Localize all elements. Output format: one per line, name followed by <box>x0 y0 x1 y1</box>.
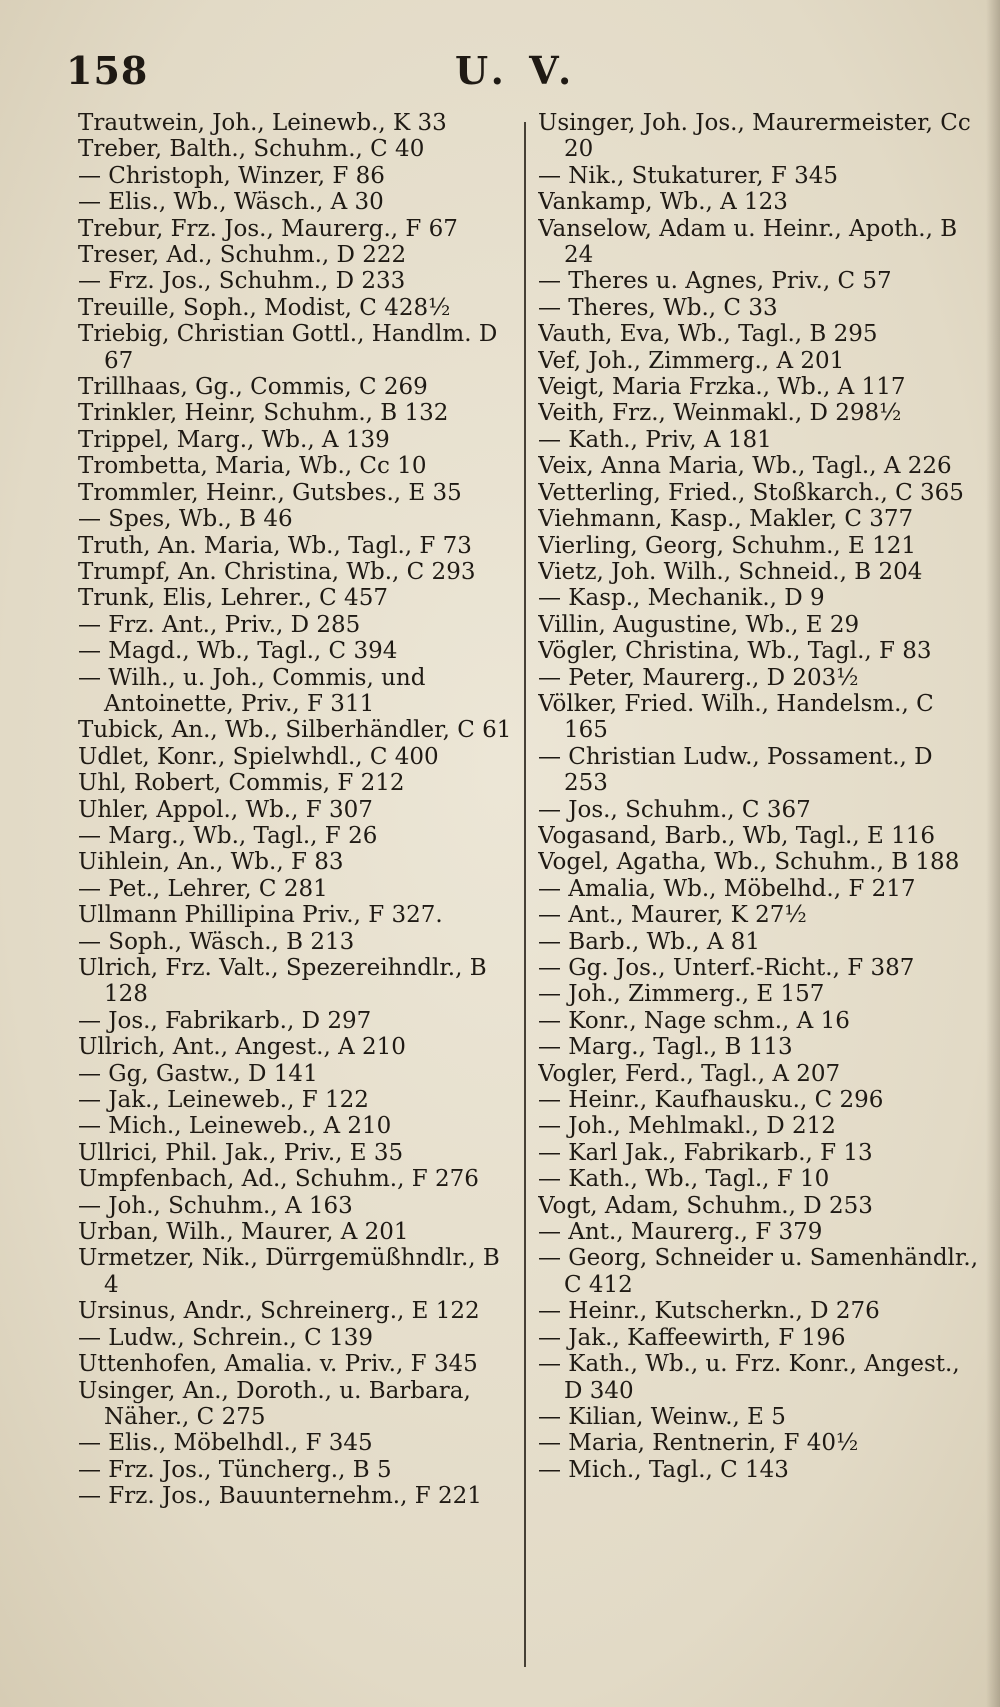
entry: Vanselow, Adam u. Heinr., Apoth., B 24 <box>538 215 958 269</box>
entry: — Spes, Wb., B 46 <box>78 506 293 533</box>
entry: Veigt, Maria Frzka., Wb., A 117 <box>538 374 906 401</box>
entry: — Heinr., Kaufhausku., C 296 <box>538 1087 884 1114</box>
entry: Trippel, Marg., Wb., A 139 <box>78 426 390 453</box>
entry: — Gg. Jos., Unterf.-Richt., F 387 <box>538 955 915 981</box>
entry: Trunk, Elis, Lehrer., C 457 <box>78 585 388 612</box>
right-column <box>538 110 978 1483</box>
entry: — Frz. Jos., Schuhm., D 233 <box>78 268 406 295</box>
entry: — Wilh., u. Joh., Commis, und Antoinette, Priv., F 311 <box>78 664 426 717</box>
entry: — Frz. Ant., Priv., D 285 <box>78 611 361 638</box>
entry: — Jak., Kaffeewirth, F 196 <box>538 1324 846 1351</box>
running-head: U. V. <box>455 48 578 93</box>
entry: — Ludw., Schrein., C 139 <box>78 1324 373 1351</box>
entry: Ullmann Phillipina Priv., F 327. <box>78 902 443 929</box>
entry: Viehmann, Kasp., Makler, C 377 <box>538 506 914 533</box>
entry: — Magd., Wb., Tagl., C 394 <box>78 638 398 665</box>
left-column <box>78 110 518 1510</box>
entry: Treser, Ad., Schuhm., D 222 <box>78 242 407 269</box>
page-edge-shadow <box>986 0 1000 1707</box>
entry: Triebig, Christian Gottl., Handlm. D 67 <box>78 321 498 374</box>
entry: — Jos., Fabrikarb., D 297 <box>78 1007 372 1034</box>
entry: Ursinus, Andr., Schreinerg., E 122 <box>78 1298 480 1325</box>
entry: — Elis., Wb., Wäsch., A 30 <box>78 189 384 216</box>
entry: — Frz. Jos., Tüncherg., B 5 <box>78 1456 392 1483</box>
entry: Villin, Augustine, Wb., E 29 <box>538 611 860 638</box>
entry: Trinkler, Heinr, Schuhm., B 132 <box>78 400 449 427</box>
entry: — Gg, Gastw., D 141 <box>78 1060 318 1087</box>
entry: Vogasand, Barb., Wb, Tagl., E 116 <box>538 822 935 849</box>
entry: Völker, Fried. Wilh., Handelsm., C 165 <box>538 690 934 744</box>
entry: Uhler, Appol., Wb., F 307 <box>78 796 373 823</box>
entry: Vögler, Christina, Wb., Tagl., F 83 <box>538 638 932 665</box>
entry: Uttenhofen, Amalia. v. Priv., F 345 <box>78 1351 478 1378</box>
entry: — Christian Ludw., Possament., D 253 <box>538 743 933 797</box>
entry: — Christoph, Winzer, F 86 <box>78 162 385 189</box>
entry: Trombetta, Maria, Wb., Cc 10 <box>78 453 427 480</box>
entry: — Marg., Wb., Tagl., F 26 <box>78 822 378 849</box>
entry: Umpfenbach, Ad., Schuhm., F 276 <box>78 1166 479 1193</box>
entry: Usinger, Joh. Jos., Maurermeister, Cc 20 <box>538 110 971 163</box>
entry: — Theres, Wb., C 33 <box>538 294 778 321</box>
entry: — Kath., Priv, A 181 <box>538 426 772 453</box>
entry: — Kilian, Weinw., E 5 <box>538 1403 786 1430</box>
entry: — Joh., Mehlmakl., D 212 <box>538 1113 836 1140</box>
entry: — Amalia, Wb., Möbelhd., F 217 <box>538 875 916 902</box>
entry: — Ant., Maurer, K 27½ <box>538 902 807 929</box>
entry: — Kath., Wb., Tagl., F 10 <box>538 1166 830 1193</box>
entry: Vef, Joh., Zimmerg., A 201 <box>538 347 845 374</box>
entry: — Barb., Wb., A 81 <box>538 928 761 955</box>
column-divider <box>524 122 526 1667</box>
entry: Usinger, An., Doroth., u. Barbara, Näher., C 275 <box>78 1377 471 1430</box>
entry: Tubick, An., Wb., Silberhändler, C 61 <box>78 717 512 744</box>
entry: — Frz. Jos., Bauunternehm., F 221 <box>78 1483 482 1510</box>
entry: Vauth, Eva, Wb., Tagl., B 295 <box>538 321 878 348</box>
entry: — Pet., Lehrer, C 281 <box>78 875 328 902</box>
entry: — Heinr., Kutscherkn., D 276 <box>538 1298 880 1325</box>
entry: Urban, Wilh., Maurer, A 201 <box>78 1219 409 1246</box>
entry: Veith, Frz., Weinmakl., D 298½ <box>538 400 902 427</box>
entry: Vetterling, Fried., Stoßkarch., C 365 <box>538 479 964 506</box>
entry: Vietz, Joh. Wilh., Schneid., B 204 <box>538 558 923 585</box>
entry: Treuille, Soph., Modist, C 428½ <box>78 294 451 321</box>
entry: — Jak., Leineweb., F 122 <box>78 1087 369 1114</box>
entry: Ullrich, Ant., Angest., A 210 <box>78 1034 406 1061</box>
entry: Veix, Anna Maria, Wb., Tagl., A 226 <box>538 453 952 480</box>
entry: Trommler, Heinr., Gutsbes., E 35 <box>78 479 462 506</box>
entry: Trebur, Frz. Jos., Maurerg., F 67 <box>78 215 458 242</box>
entry: — Mich., Tagl., C 143 <box>538 1456 789 1483</box>
entry: Truth, An. Maria, Wb., Tagl., F 73 <box>78 532 472 559</box>
entry: Trillhaas, Gg., Commis, C 269 <box>78 374 428 401</box>
entry: — Maria, Rentnerin, F 40½ <box>538 1430 859 1457</box>
entry: — Elis., Möbelhdl., F 345 <box>78 1430 373 1457</box>
entry: Vogel, Agatha, Wb., Schuhm., B 188 <box>538 849 960 876</box>
entry: — Georg, Schneider u. Samenhändlr., C 412 <box>538 1245 978 1298</box>
entry: Urmetzer, Nik., Dürrgemüßhndlr., B 4 <box>78 1245 500 1298</box>
entry: Vankamp, Wb., A 123 <box>538 189 788 216</box>
entry: Uihlein, An., Wb., F 83 <box>78 849 344 876</box>
entry: — Kath., Wb., u. Frz. Konr., Angest., D 340 <box>538 1351 960 1404</box>
entry: Vogler, Ferd., Tagl., A 207 <box>538 1060 841 1087</box>
entry: — Kasp., Mechanik., D 9 <box>538 585 825 612</box>
entry: — Joh., Zimmerg., E 157 <box>538 981 825 1008</box>
entry: Treber, Balth., Schuhm., C 40 <box>78 136 425 163</box>
entry: Uhl, Robert, Commis, F 212 <box>78 770 405 797</box>
entry: Udlet, Konr., Spielwhdl., C 400 <box>78 743 439 770</box>
entry: Ulrich, Frz. Valt., Spezereihndlr., B 128 <box>78 955 487 1008</box>
entry: Trautwein, Joh., Leinewb., K 33 <box>78 110 447 136</box>
entry: — Marg., Tagl., B 113 <box>538 1034 793 1061</box>
entry: — Konr., Nage schm., A 16 <box>538 1007 850 1034</box>
entry: — Peter, Maurerg., D 203½ <box>538 664 859 691</box>
entry: Vierling, Georg, Schuhm., E 121 <box>538 532 917 559</box>
entry: — Mich., Leineweb., A 210 <box>78 1113 392 1140</box>
entry: Ullrici, Phil. Jak., Priv., E 35 <box>78 1139 404 1166</box>
entry: Trumpf, An. Christina, Wb., C 293 <box>78 558 476 585</box>
entry: — Theres u. Agnes, Priv., C 57 <box>538 268 892 295</box>
entry: — Soph., Wäsch., B 213 <box>78 928 355 955</box>
entry: — Nik., Stukaturer, F 345 <box>538 162 839 189</box>
entry: Vogt, Adam, Schuhm., D 253 <box>538 1192 873 1219</box>
entry: — Karl Jak., Fabrikarb., F 13 <box>538 1139 873 1166</box>
entry: — Ant., Maurerg., F 379 <box>538 1219 823 1246</box>
entry: — Jos., Schuhm., C 367 <box>538 796 811 823</box>
entry: — Joh., Schuhm., A 163 <box>78 1192 353 1219</box>
page-number: 158 <box>66 48 149 93</box>
